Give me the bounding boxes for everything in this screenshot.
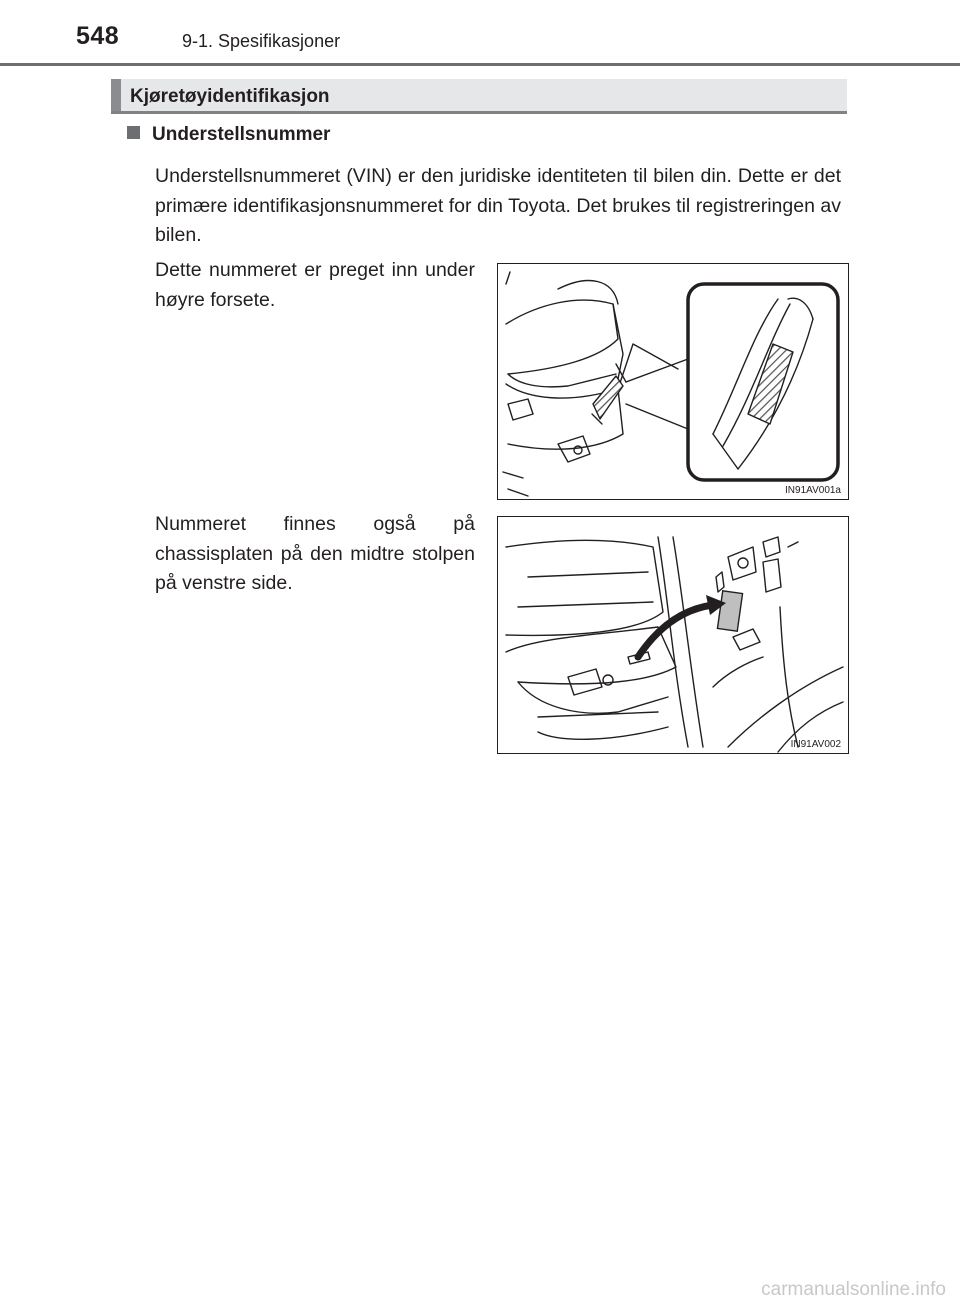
section-label: 9-1. Spesifikasjoner [182, 31, 341, 51]
pillar-plate-illustration [498, 517, 848, 753]
location-paragraph-1: Dette nummeret er preget inn under høyre forsete. [155, 259, 475, 311]
square-bullet-icon [127, 126, 140, 139]
figure-seat-vin [497, 263, 849, 500]
seat-vin-illustration [498, 264, 848, 499]
figure-pillar-plate [497, 516, 849, 754]
intro-paragraph: Understellsnummeret (VIN) er den juridiske identiteten til bilen din. Dette er det primære identifikasjonsnummeret for din Toyota. Det brukes til registreringen av bilen. [155, 165, 841, 246]
section-heading: Kjøretøyidentifikasjon [130, 86, 330, 107]
figure-code-1: IN91AV001a [785, 485, 841, 496]
heading-accent [111, 79, 121, 111]
section-heading-bar [111, 79, 847, 114]
figure-code-2: IN91AV002 [790, 739, 841, 750]
location-paragraph-2: Nummeret finnes også på chassisplaten på den midtre stolpen på venstre side. [155, 513, 475, 594]
subheading-text: Understellsnummer [152, 124, 331, 145]
header-divider [0, 63, 960, 66]
subheading [127, 124, 330, 146]
page-number: 548 [76, 22, 120, 50]
watermark: carmanualsonline.info [761, 1279, 946, 1300]
